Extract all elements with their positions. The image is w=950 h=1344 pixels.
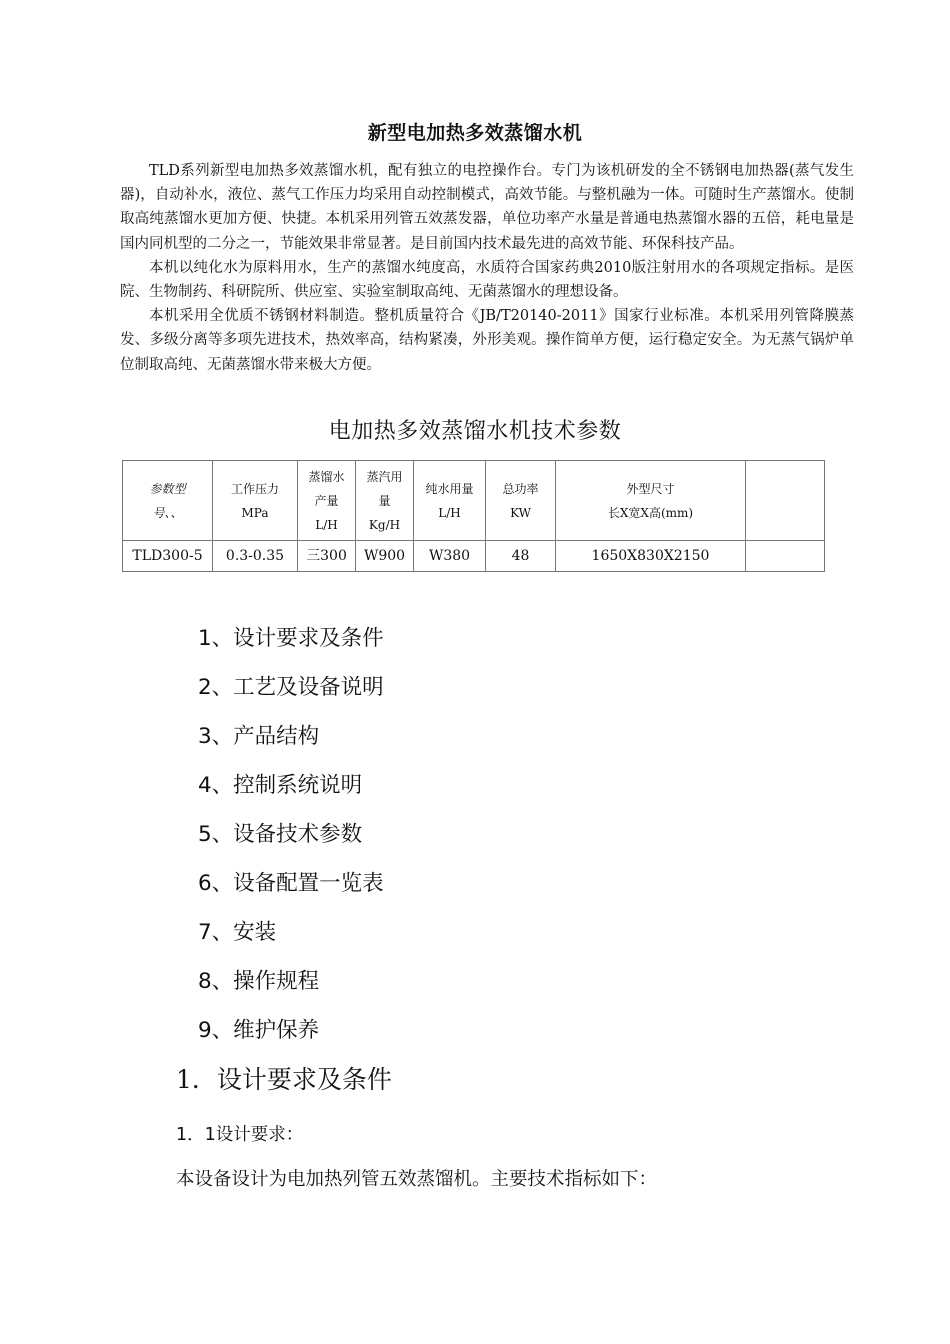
document-title: 新型电加热多效蒸馏水机: [367, 122, 583, 144]
toc-item: 9、维护保养: [198, 1018, 320, 1043]
header-cell-model: 参数型 号、、: [123, 461, 213, 541]
header-cell-output: 蒸馏水 产量 L/H: [298, 461, 356, 541]
header-cell-steam: 蒸汽用 量 Kg/H: [356, 461, 414, 541]
table-cell: 48: [486, 541, 556, 572]
intro-paragraph: TLD系列新型电加热多效蒸馏水机，配有独立的电控操作台。专门为该机研发的全不锈钢电加热器(蒸气发生器)，自动补水，液位、蒸气工作压力均采用自动控制模式，高效节能。与整机融为一体。可随时生产蒸馏水。使制取高纯蒸馏水更加方便、快捷。本机采用列管五效蒸发器，单位功率产水量是普通电热蒸馏水器的五倍，耗电量是国内同机型的二分之一，节能效果非常显著。是目前国内技术最先进的高效节能、环保科技产品。: [120, 163, 854, 252]
toc-item: 1、设计要求及条件: [198, 626, 384, 651]
table-of-contents: [198, 622, 384, 1063]
table-cell: 三300: [298, 541, 356, 572]
body-text: 本设备设计为电加热列管五效蒸馏机。主要技术指标如下：: [176, 1169, 658, 1190]
intro-text: [120, 159, 854, 377]
table-row: [123, 541, 825, 572]
toc-item: 4、控制系统说明: [198, 773, 363, 798]
toc-item: 5、设备技术参数: [198, 822, 363, 847]
spec-table-title: 电加热多效蒸馏水机技术参数: [328, 419, 622, 444]
toc-item: 8、操作规程: [198, 969, 320, 994]
header-cell-pure-water: 纯水用量 L/H: [414, 461, 486, 541]
table-cell: [746, 541, 825, 572]
spec-table: [122, 460, 825, 572]
toc-item: 6、设备配置一览表: [198, 871, 384, 896]
intro-paragraph: 本机以纯化水为原料用水，生产的蒸馏水纯度高，水质符合国家药典2010版注射用水的各项规定指标。是医院、生物制药、科研院所、供应室、实验室制取高纯、无菌蒸馏水的理想设备。: [120, 259, 854, 301]
toc-item: 7、安装: [198, 920, 277, 945]
subsection-heading: 1．1设计要求：: [176, 1125, 304, 1145]
section-heading: 1．设计要求及条件: [176, 1065, 392, 1094]
toc-item: 3、产品结构: [198, 724, 320, 749]
table-cell: 1650X830X2150: [556, 541, 746, 572]
header-cell-pressure: 工作压力 MPa: [213, 461, 298, 541]
table-cell: TLD300-5: [123, 541, 213, 572]
header-cell-dimensions: 外型尺寸 长X宽X高(mm): [556, 461, 746, 541]
table-cell: W900: [356, 541, 414, 572]
toc-item: 2、工艺及设备说明: [198, 675, 384, 700]
table-cell: 0.3-0.35: [213, 541, 298, 572]
header-cell-power: 总功率 KW: [486, 461, 556, 541]
table-header-row: [123, 461, 825, 541]
header-cell-empty: [746, 461, 825, 541]
table-cell: W380: [414, 541, 486, 572]
intro-paragraph: 本机采用全优质不锈钢材料制造。整机质量符合《JB/T20140-2011》国家行业标准。本机采用列管降膜蒸发、多级分离等多项先进技术，热效率高，结构紧凑，外形美观。操作简单方便，运行稳定安全。为无蒸气锅炉单位制取高纯、无菌蒸馏水带来极大方便。: [120, 308, 854, 373]
